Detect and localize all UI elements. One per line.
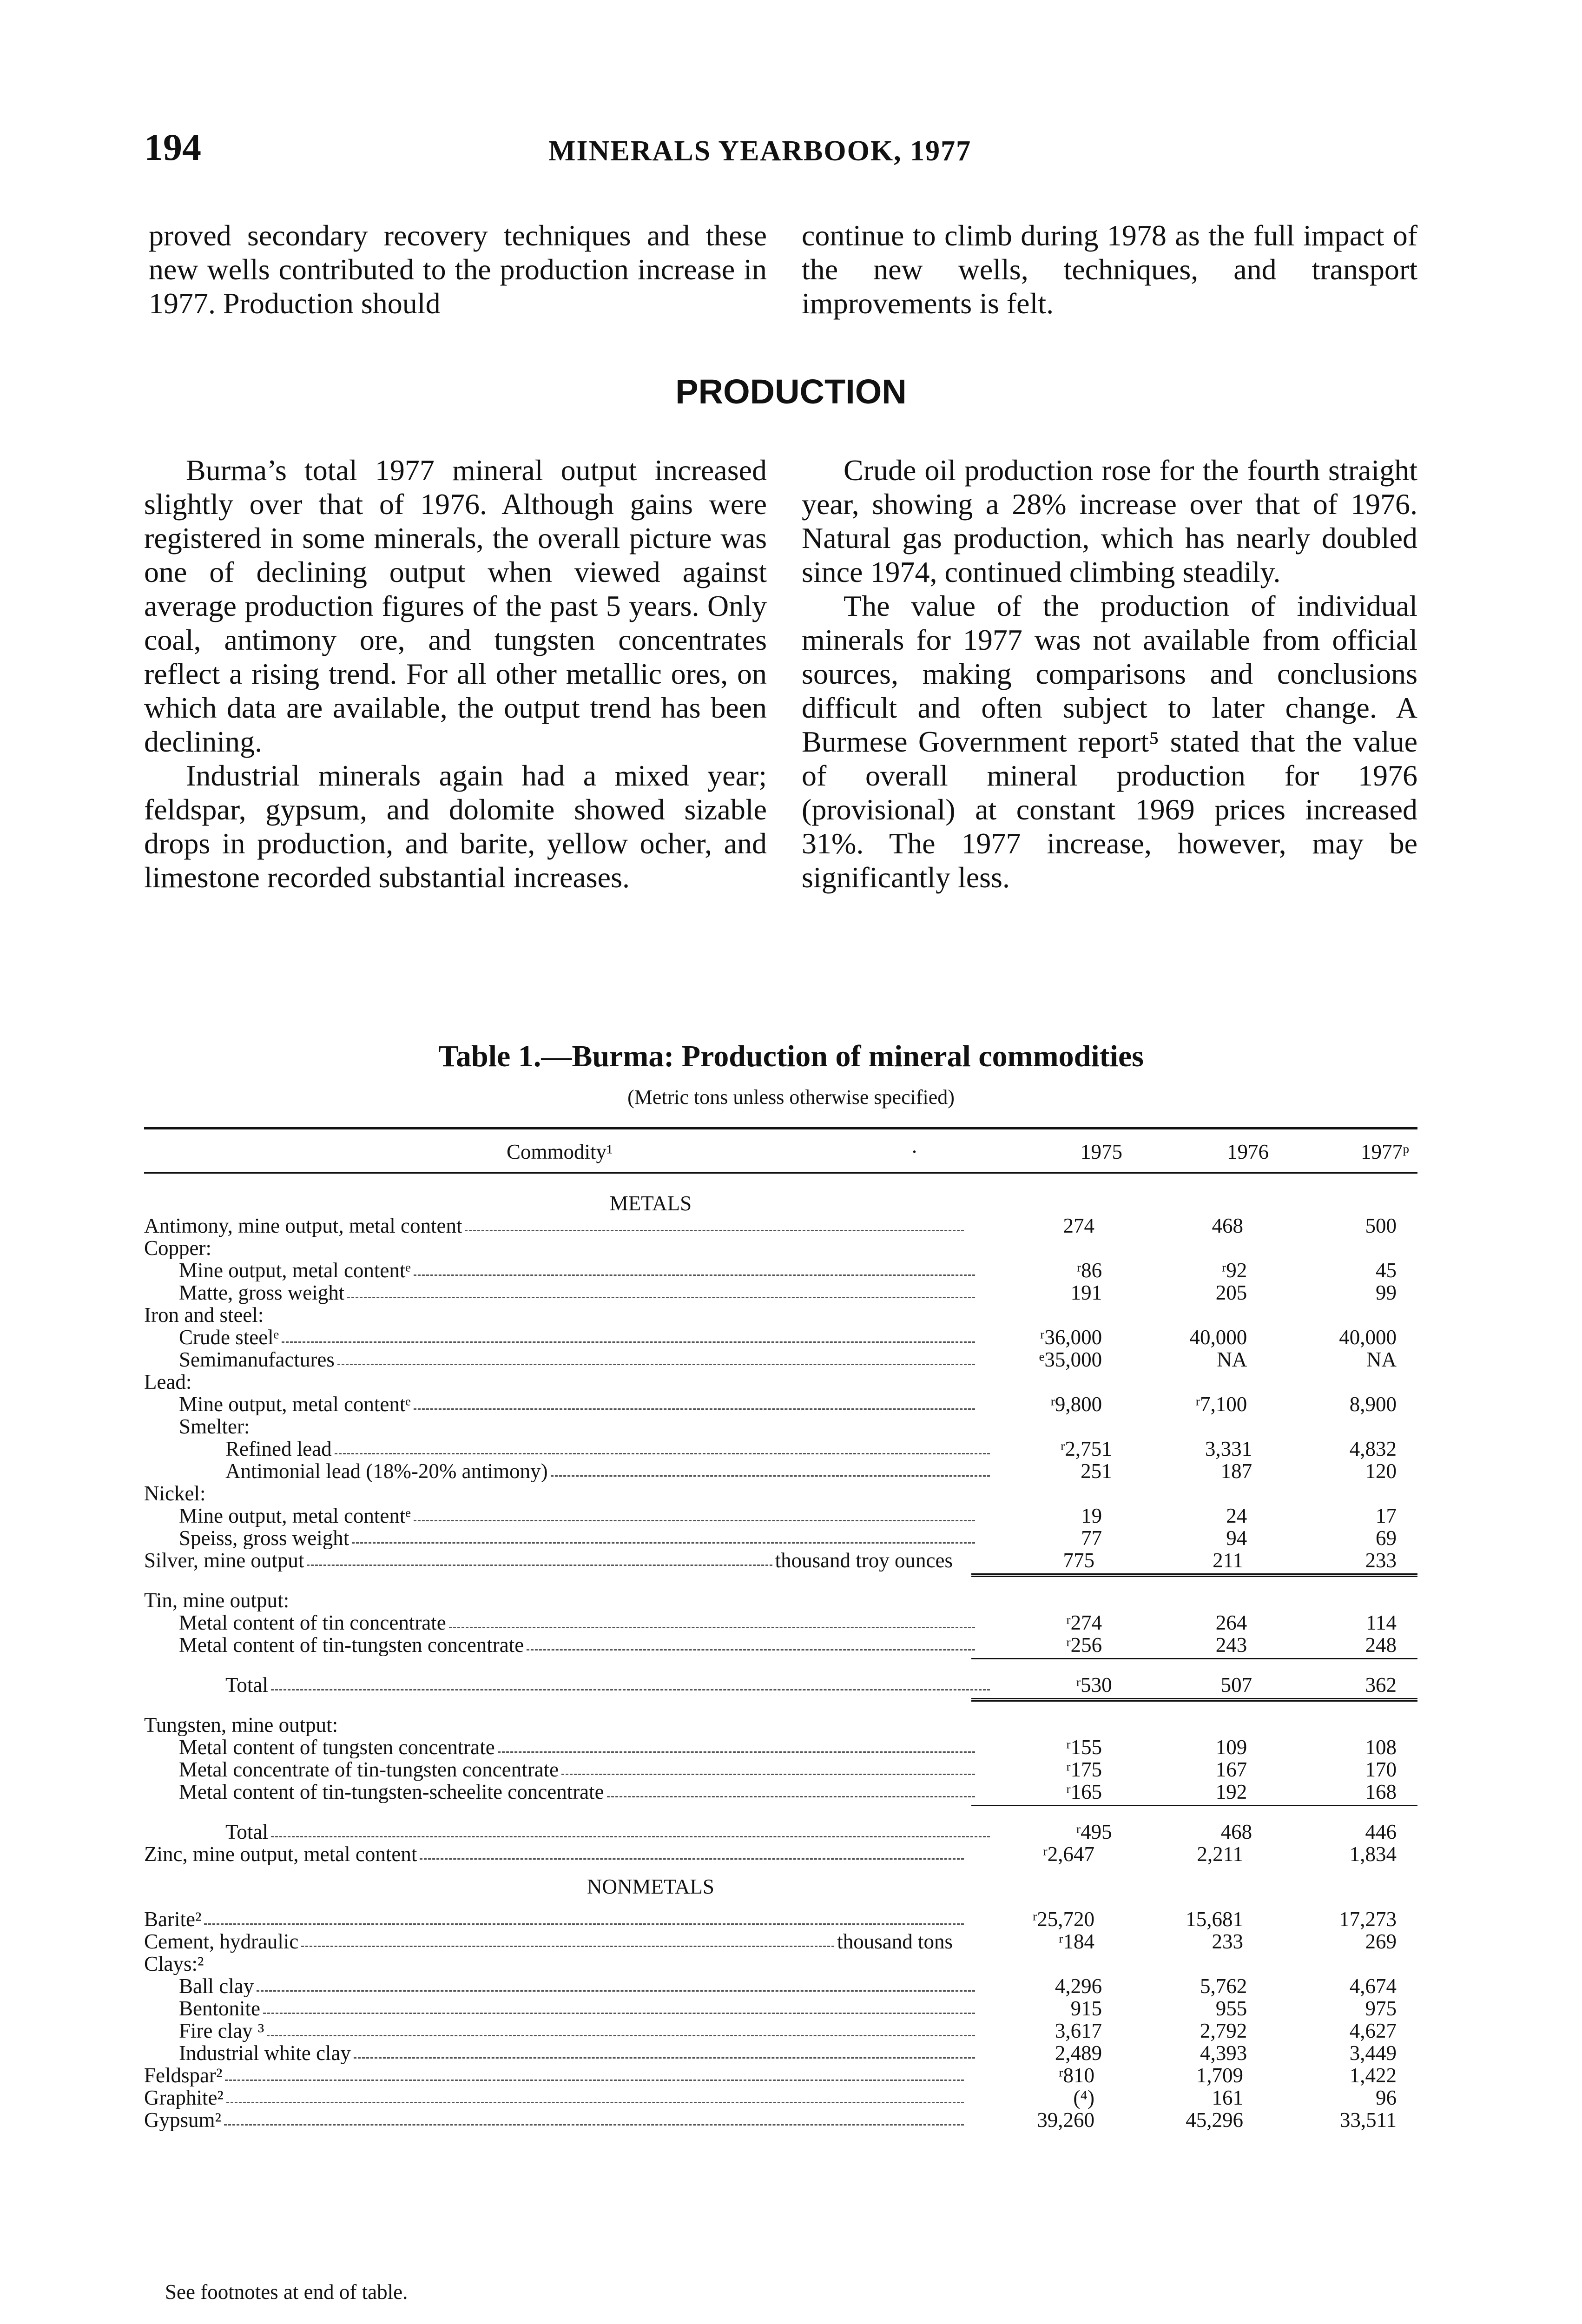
table-row (144, 1527, 1417, 1549)
cell-1976: 109 (1215, 1736, 1247, 1759)
column-header-1977: 1977ᵖ (1361, 1140, 1409, 1163)
row-label: Tungsten, mine output: (144, 1714, 338, 1736)
cell-1977: 168 (1365, 1780, 1397, 1803)
row-label: Lead: (144, 1371, 192, 1393)
row-label: Antimony, mine output, metal content (144, 1215, 462, 1237)
cell-1975: 191 (1070, 1281, 1102, 1304)
cell-1975: 4,296 (1055, 1974, 1102, 1998)
table-row (144, 1326, 1417, 1348)
category-label: METALS (609, 1192, 692, 1215)
double-rule (144, 1696, 1417, 1703)
cell-1975: 2,489 (1055, 2041, 1102, 2065)
table-row-group (144, 1953, 1417, 1975)
cell-1976: 5,762 (1200, 1974, 1247, 1998)
table-row (144, 1549, 1417, 1571)
cell-1976: 2,211 (1197, 1842, 1243, 1866)
cell-1975: ʳ86 (1076, 1259, 1102, 1282)
table-row-group (144, 1415, 1417, 1438)
cell-1977: 99 (1376, 1281, 1397, 1304)
table-row-group (144, 1714, 1417, 1736)
row-label: Speiss, gross weight (179, 1527, 349, 1549)
cell-1975: 915 (1070, 1997, 1102, 2020)
paragraph: Burma’s total 1977 mineral output increased slightly over that of 1976. Although gains were registered in some minerals, the overall picture was one of declining output when viewed against average production figures of the past 5 years. Only coal, antimony ore, and tungsten concentrates reflect a rising trend. For all other metallic ores, on which data are available, the output trend has been declining. (144, 454, 767, 758)
intro-left-column (149, 218, 767, 320)
cell-1976: 1,709 (1196, 2064, 1243, 2087)
cell-1977: 233 (1365, 1549, 1397, 1572)
table-row (144, 1997, 1417, 2020)
row-label: Metal concentrate of tin-tungsten concentrate (179, 1758, 559, 1781)
cell-1975: ʳ175 (1066, 1758, 1102, 1781)
row-label: Antimonial lead (18%-20% antimony) (225, 1460, 548, 1482)
row-label: Metal content of tin-tungsten-scheelite concentrate (179, 1781, 604, 1803)
row-label: Copper: (144, 1237, 211, 1259)
table-row (144, 1505, 1417, 1527)
row-label: Mine output, metal contentᵉ (179, 1259, 411, 1281)
cell-1975: ʳ36,000 (1040, 1326, 1102, 1349)
cell-1976: 468 (1212, 1214, 1243, 1237)
row-unit: thousand troy ounces (775, 1549, 953, 1571)
table-row (144, 1611, 1417, 1634)
cell-1977: 8,900 (1349, 1393, 1397, 1416)
cell-1976: NA (1217, 1348, 1247, 1371)
cell-1976: 2,792 (1200, 2019, 1247, 2042)
row-label: Iron and steel: (144, 1304, 264, 1326)
cell-1977: 114 (1366, 1611, 1397, 1634)
paragraph: Industrial minerals again had a mixed year; feldspar, gypsum, and dolomite showed sizable drops in production, and barite, yellow ocher, and limestone recorded substantial increases. (144, 759, 767, 894)
cell-1975: 775 (1063, 1549, 1094, 1572)
table-subtitle: (Metric tons unless otherwise specified) (627, 1086, 955, 1109)
cell-1976: ʳ7,100 (1195, 1393, 1247, 1416)
row-label: Metal content of tin concentrate (179, 1611, 446, 1634)
row-label: Clays:² (144, 1953, 204, 1975)
double-rule (144, 1571, 1417, 1579)
row-label: Refined lead (225, 1438, 332, 1460)
cell-1977: 17 (1376, 1504, 1397, 1527)
production-right-column (802, 453, 1417, 894)
cell-1975: 274 (1063, 1214, 1094, 1237)
cell-1976: 211 (1213, 1549, 1243, 1572)
cell-1977: 269 (1365, 1930, 1397, 1953)
cell-1976: 187 (1220, 1459, 1252, 1483)
cell-1975: ʳ165 (1066, 1780, 1102, 1803)
cell-1975: ʳ810 (1058, 2064, 1094, 2087)
category-heading-metals (144, 1192, 1417, 1215)
cell-1977: 4,674 (1349, 1974, 1397, 1998)
row-label: Silver, mine output (144, 1549, 304, 1571)
page-header (144, 125, 1427, 177)
cell-1977: 248 (1365, 1633, 1397, 1657)
cell-1976: 507 (1220, 1673, 1252, 1697)
paragraph: The value of the production of individual minerals for 1977 was not available from official sources, making comparisons and conclusions difficult and often subject to later change. A Burmese Government report⁵ stated that the value of overall mineral production for 1976 (provisional) at constant 1969 prices increased 31%. The 1977 increase, however, may be significantly less. (802, 589, 1417, 894)
row-label: Graphite² (144, 2086, 224, 2109)
cell-1977: 170 (1365, 1758, 1397, 1781)
cell-1976: 243 (1215, 1633, 1247, 1657)
row-label: Barite² (144, 1908, 202, 1930)
cell-1976: 233 (1212, 1930, 1243, 1953)
cell-1977: 108 (1365, 1736, 1397, 1759)
row-label: Ball clay (179, 1975, 254, 1997)
row-label: Nickel: (144, 1482, 206, 1505)
table-row-group (144, 1371, 1417, 1393)
row-label: Smelter: (179, 1415, 250, 1438)
cell-1976: 167 (1215, 1758, 1247, 1781)
cell-1975: ʳ25,720 (1032, 1908, 1094, 1931)
intro-right-column (802, 218, 1417, 320)
production-left-column (144, 453, 767, 894)
cell-1976: 94 (1226, 1526, 1247, 1550)
table-row (144, 1843, 1417, 1865)
cell-1977: 96 (1376, 2086, 1397, 2109)
intro-left-text: proved secondary recovery techniques and these new wells contributed to the production increase in 1977. Production should (149, 219, 767, 320)
cell-1975: 251 (1081, 1459, 1112, 1483)
cell-1976: 45,296 (1186, 2108, 1243, 2132)
table-row (144, 1215, 1417, 1237)
cell-1977: 33,511 (1339, 2108, 1397, 2132)
table-row (144, 2020, 1417, 2042)
table-row-total (144, 1674, 1417, 1696)
cell-1977: 120 (1365, 1459, 1397, 1483)
table-row (144, 1348, 1417, 1371)
row-label: Fire clay ³ (179, 2020, 264, 2042)
cell-1977: 17,273 (1339, 1908, 1397, 1931)
table-header-row (144, 1129, 1417, 1172)
table-row-group (144, 1482, 1417, 1505)
cell-1976: 161 (1212, 2086, 1243, 2109)
cell-1975: 19 (1081, 1504, 1102, 1527)
column-header-1976: 1976 (1227, 1140, 1269, 1163)
table-row (144, 2086, 1417, 2109)
row-label: Matte, gross weight (179, 1281, 345, 1304)
row-label: Feldspar² (144, 2064, 223, 2086)
cell-1977: 446 (1365, 1820, 1397, 1843)
table-row (144, 1393, 1417, 1415)
cell-1976: 4,393 (1200, 2041, 1247, 2065)
cell-1975: ʳ530 (1076, 1673, 1112, 1697)
cell-1976: ʳ92 (1221, 1259, 1247, 1282)
cell-1975: 39,260 (1037, 2108, 1094, 2132)
row-label: Bentonite (179, 1997, 260, 2020)
cell-1977: 3,449 (1349, 2041, 1397, 2065)
cell-1976: 264 (1215, 1611, 1247, 1634)
row-label: Metal content of tin-tungsten concentrate (179, 1634, 524, 1656)
row-label: Mine output, metal contentᵉ (179, 1505, 411, 1527)
section-heading-production: PRODUCTION (675, 372, 907, 411)
cell-1977: 40,000 (1339, 1326, 1397, 1349)
category-heading-nonmetals (144, 1875, 1417, 1898)
production-table (144, 1127, 1417, 2131)
cell-1977: 1,422 (1349, 2064, 1397, 2087)
table-row (144, 2042, 1417, 2064)
cell-1975: ʳ155 (1066, 1736, 1102, 1759)
table-row (144, 1930, 1417, 1953)
row-label: Industrial white clay (179, 2042, 351, 2064)
cell-1975: ʳ184 (1058, 1930, 1094, 1953)
footnote-note: See footnotes at end of table. (165, 2280, 408, 2304)
cell-1975: (⁴) (1073, 2086, 1094, 2109)
cell-1976: 192 (1215, 1780, 1247, 1803)
table-row (144, 2109, 1417, 2131)
cell-1977: 45 (1376, 1259, 1397, 1282)
row-label: Total (225, 1821, 268, 1843)
sum-rule (144, 1803, 1417, 1810)
table-row (144, 1736, 1417, 1758)
cell-1975: ʳ2,647 (1042, 1842, 1094, 1866)
cell-1976: 955 (1215, 1997, 1247, 2020)
cell-1977: 362 (1365, 1673, 1397, 1697)
cell-1975: ᵉ35,000 (1039, 1348, 1102, 1371)
table-row (144, 1259, 1417, 1281)
running-title: MINERALS YEARBOOK, 1977 (548, 135, 972, 167)
column-header-dot: · (911, 1140, 918, 1163)
table-row (144, 2064, 1417, 2086)
row-label: Metal content of tungsten concentrate (179, 1736, 495, 1758)
row-label: Semimanufactures (179, 1348, 335, 1371)
paragraph: Crude oil production rose for the fourth straight year, showing a 28% increase over that of 1976. Natural gas production, which has nearly doubled since 1974, continued climbing steadily. (802, 454, 1417, 588)
table-row-group (144, 1589, 1417, 1611)
cell-1977: 1,834 (1349, 1842, 1397, 1866)
column-header-1975: 1975 (1081, 1140, 1122, 1163)
row-label: Cement, hydraulic (144, 1930, 299, 1953)
table-row (144, 1908, 1417, 1930)
row-label: Total (225, 1674, 268, 1696)
cell-1975: ʳ9,800 (1050, 1393, 1102, 1416)
cell-1975: ʳ274 (1066, 1611, 1102, 1634)
cell-1975: ʳ256 (1066, 1633, 1102, 1657)
table-row (144, 1975, 1417, 1997)
sum-rule (144, 1656, 1417, 1664)
table-row (144, 1634, 1417, 1656)
cell-1976: 468 (1220, 1820, 1252, 1843)
table-row (144, 1438, 1417, 1460)
table-row (144, 1460, 1417, 1482)
cell-1976: 40,000 (1189, 1326, 1247, 1349)
table-header-rule (144, 1172, 1417, 1174)
cell-1976: 15,681 (1186, 1908, 1243, 1931)
column-header-commodity: Commodity¹ (507, 1140, 613, 1163)
cell-1977: 975 (1365, 1997, 1397, 2020)
category-label: NONMETALS (587, 1875, 714, 1898)
table-row (144, 1281, 1417, 1304)
cell-1977: 69 (1376, 1526, 1397, 1550)
cell-1977: 4,627 (1349, 2019, 1397, 2042)
row-label: Mine output, metal contentᵉ (179, 1393, 411, 1415)
cell-1975: 3,617 (1055, 2019, 1102, 2042)
cell-1976: 3,331 (1205, 1437, 1252, 1460)
cell-1975: 77 (1081, 1526, 1102, 1550)
table-row (144, 1758, 1417, 1781)
table-row (144, 1781, 1417, 1803)
row-label: Crude steelᵉ (179, 1326, 279, 1348)
intro-right-text: continue to climb during 1978 as the full impact of the new wells, techniques, and transport improvements is felt. (802, 219, 1417, 320)
row-label: Gypsum² (144, 2109, 222, 2131)
table-row-total (144, 1821, 1417, 1843)
cell-1975: ʳ495 (1076, 1820, 1112, 1843)
cell-1975: ʳ2,751 (1060, 1437, 1112, 1460)
row-unit: thousand tons (837, 1930, 953, 1953)
row-label: Tin, mine output: (144, 1589, 290, 1611)
cell-1977: 500 (1365, 1214, 1397, 1237)
row-label: Zinc, mine output, metal content (144, 1843, 417, 1865)
cell-1976: 24 (1226, 1504, 1247, 1527)
table-row-group (144, 1237, 1417, 1259)
cell-1977: NA (1366, 1348, 1397, 1371)
cell-1977: 4,832 (1349, 1437, 1397, 1460)
cell-1976: 205 (1215, 1281, 1247, 1304)
page-number: 194 (144, 126, 201, 168)
table-row-group (144, 1304, 1417, 1326)
table-title: Table 1.—Burma: Production of mineral commodities (438, 1039, 1144, 1073)
